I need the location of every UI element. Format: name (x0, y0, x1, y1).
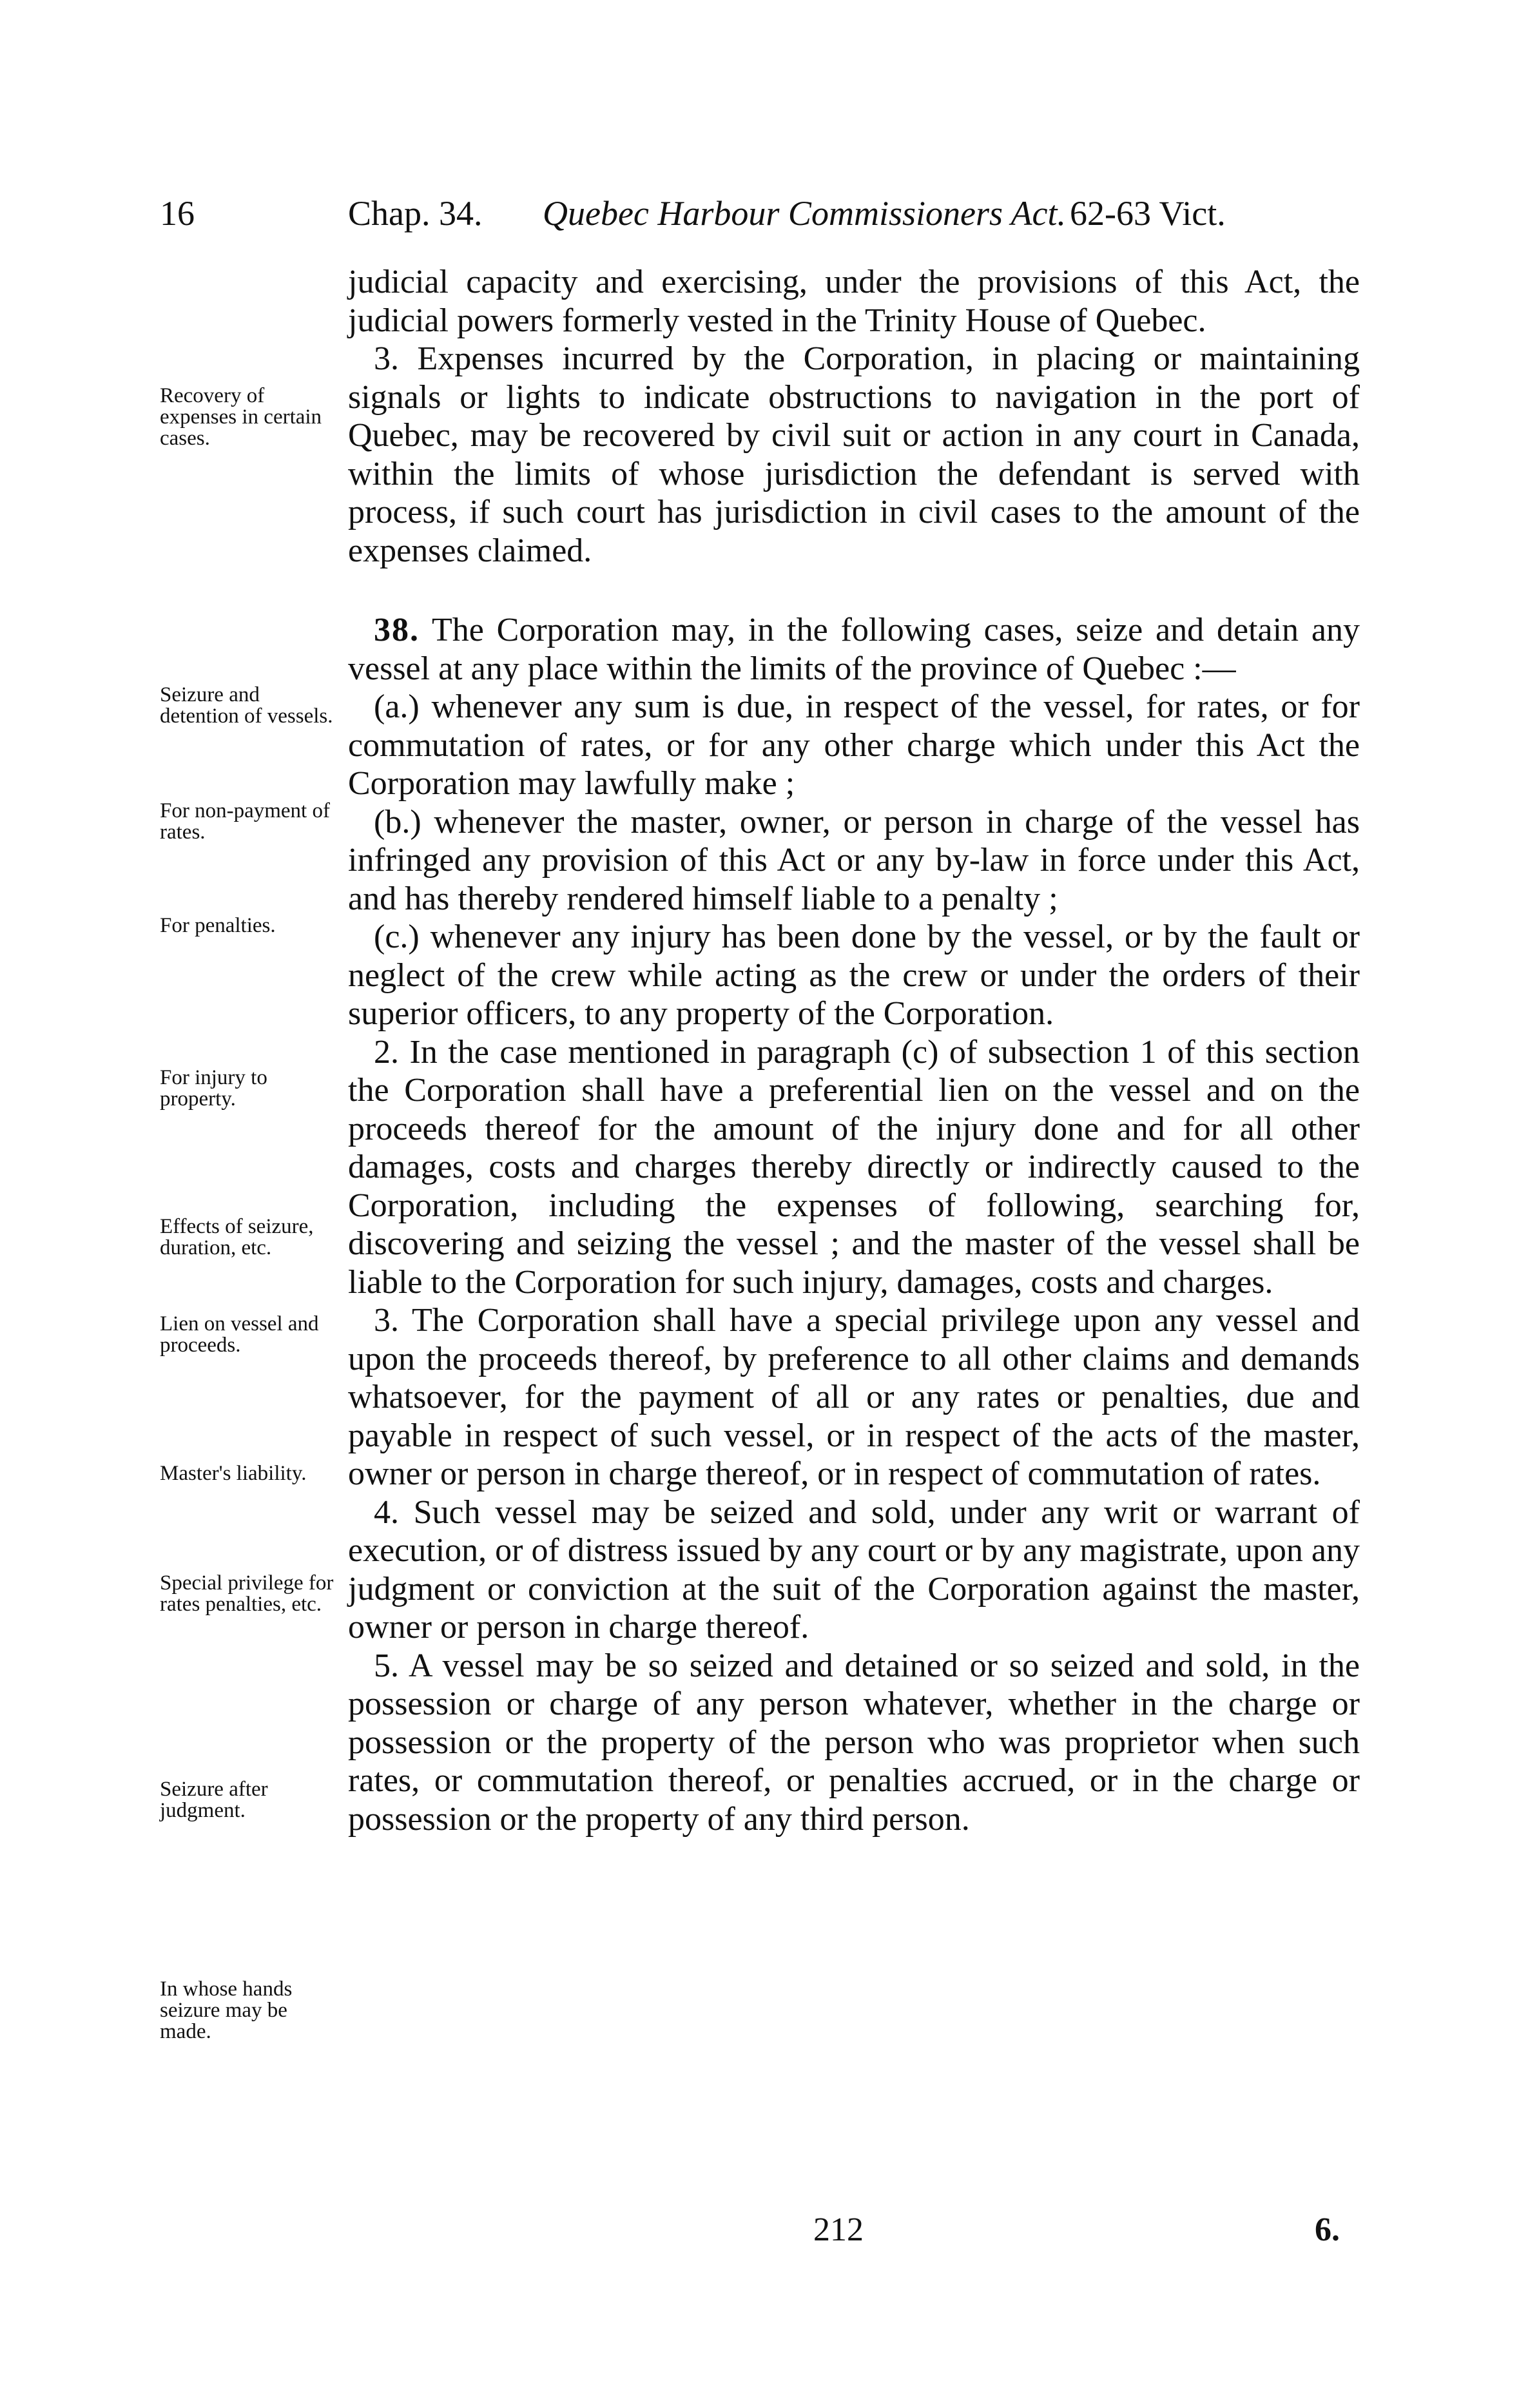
paragraph: 3. The Corporation shall have a special privilege upon any vessel and upon the proceeds thereof, by preference to all other claims and demands whatsoever, for the payment of all or any rates or penalties, due and payable in respect of such vessel, or in respect of the acts of the master, owner or person in charge thereof, or in respect of commutation of rates. (348, 1302, 1360, 1492)
marginal-note: Special privilege for rates penalties, etc. (160, 1571, 334, 1616)
catchword: 6. (1315, 2211, 1340, 2248)
folio-number: 212 (813, 2211, 864, 2248)
section-38-intro (348, 611, 1360, 688)
paragraph: 5. A vessel may be so seized and detained or so seized and sold, in the possession or charge of any person whatever, whether in the charge or possession or the property of the person who was proprietor when such rates, or commutation thereof, or penalties accrued, or in the charge or possession or the property of any third person. (348, 1647, 1360, 1838)
marginal-note: For injury to property. (160, 1066, 267, 1111)
paragraph: judicial capacity and exercising, under the provisions of this Act, the judicial powers formerly vested in the Trinity House of Quebec. (348, 264, 1360, 339)
regnal-year: 62-63 Vict. (1070, 194, 1226, 233)
body-text (348, 263, 1360, 1838)
paragraph: 4. Such vessel may be seized and sold, under any writ or warrant of execution, or of distress issued by any court or by any magistrate, upon any judgment or conviction at the suit of the Corporation against the master, owner or person in charge thereof. (348, 1493, 1360, 1646)
marginal-note: For penalties. (160, 914, 276, 937)
marginal-note: Master's liability. (160, 1462, 307, 1485)
marginal-note: For non-payment of rates. (160, 799, 330, 844)
page-number: 16 (160, 194, 195, 233)
marginal-note: Lien on vessel and proceeds. (160, 1312, 319, 1357)
paragraph: 3. Expenses incurred by the Corporation, in placing or maintaining signals or lights to indicate obstructions to navigation in the port of Quebec, may be recovered by civil suit or action in any court in Canada, within the limits of whose jurisdiction the defendant is served with process, if such court has jurisdiction in civil cases to the amount of the expenses claimed. (348, 340, 1360, 569)
act-title: Quebec Harbour Commissioners Act. (543, 194, 1066, 233)
marginal-note: Recovery of expenses in certain cases. (160, 384, 322, 450)
marginal-note: In whose hands seizure may be made. (160, 1977, 293, 2043)
chapter-label: Chap. 34. (348, 194, 483, 233)
paragraph-text: The Corporation may, in the following cases, seize and detain any vessel at any place within the limits of the province of Quebec :— (348, 612, 1360, 687)
section-number: 38. (374, 612, 420, 648)
marginal-note: Seizure after judgment. (160, 1778, 268, 1822)
marginal-note: Effects of seizure, duration, etc. (160, 1215, 314, 1259)
marginal-note: Seizure and detention of vessels. (160, 683, 333, 728)
paragraph: 2. In the case mentioned in paragraph (c) of subsection 1 of this section the Corporation shall have a preferential lien on the vessel and on the proceeds thereof for the amount of the injury done and for all other damages, costs and charges thereby directly or indirectly caused to the Corporation, including the expenses of following, searching for, discovering and seizing the vessel ; and the master of the vessel shall be liable to the Corporation for such injury, damages, costs and charges. (348, 1033, 1360, 1301)
paragraph: (c.) whenever any injury has been done by the vessel, or by the fault or neglect of the crew while acting as the crew or under the orders of their superior officers, to any property of the Corporation. (348, 918, 1360, 1032)
paragraph: (b.) whenever the master, owner, or person in charge of the vessel has infringed any provision of this Act or any by-law in force under this Act, and has thereby rendered himself liable to a penalty ; (348, 803, 1360, 917)
paragraph: (a.) whenever any sum is due, in respect of the vessel, for rates, or for commutation of rates, or for any other charge which under this Act the Corporation may lawfully make ; (348, 688, 1360, 802)
